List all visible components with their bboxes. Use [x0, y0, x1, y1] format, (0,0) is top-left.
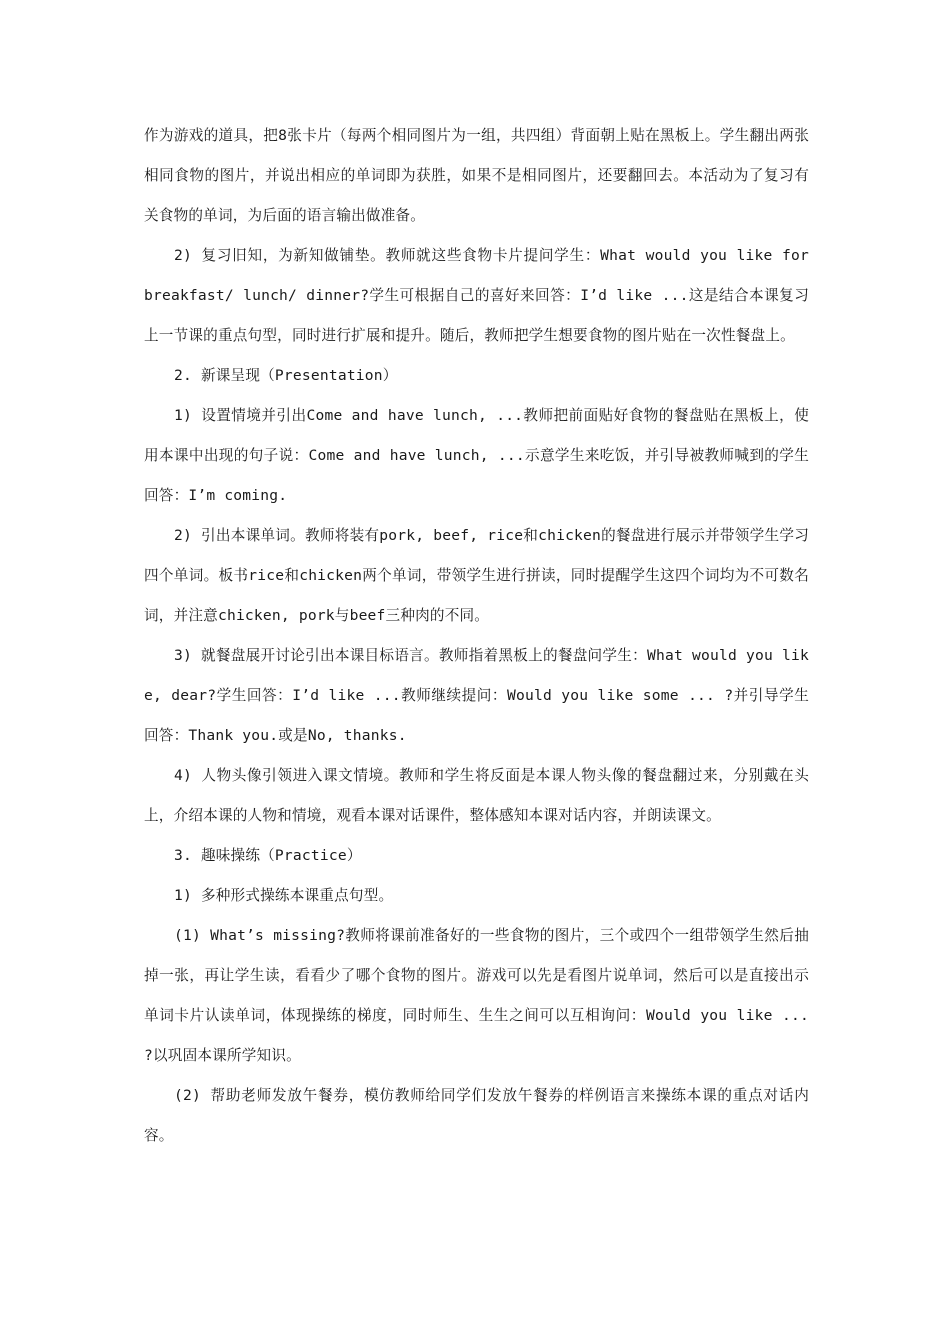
section-heading-practice: 3. 趣味操练（Practice） — [174, 847, 362, 864]
paragraph-practice-item-1: (1) What’s missing?教师将课前准备好的一些食物的图片，三个或四个一组带领学生然后抽掉一张，再让学生读，看看少了哪个食物的图片。游戏可以先是看图片说单词，然后可以是直接出示单词卡片认读单词，体现操练的梯度，同时师生、生生之间可以互相询问：Would you like ... ?以巩固本课所学知识。 — [144, 927, 809, 1064]
paragraph-practice-step-1: 1) 多种形式操练本课重点句型。 — [174, 887, 394, 904]
paragraph-presentation-step-2: 2) 引出本课单词。教师将装有pork, beef, rice和chicken的餐盘进行展示并带领学生学习四个单词。板书rice和chicken两个单词，带领学生进行拼读，同时提醒学生这四个词均为不可数名词，并注意chicken, pork与beef三种肉的不同。 — [144, 527, 809, 624]
document-body — [144, 116, 809, 1156]
paragraph-practice-item-2: (2) 帮助老师发放午餐券，模仿教师给同学们发放午餐券的样例语言来操练本课的重点对话内容。 — [144, 1087, 809, 1144]
paragraph-presentation-step-3: 3) 就餐盘展开讨论引出本课目标语言。教师指着黑板上的餐盘问学生：What would you like, dear?学生回答：I’d like ...教师继续提问：Would you like some ... ?并引导学生回答：Thank you.或是No, thanks. — [144, 647, 809, 744]
paragraph-game-props: 作为游戏的道具，把8张卡片（每两个相同图片为一组，共四组）背面朝上贴在黑板上。学生翻出两张相同食物的图片，并说出相应的单词即为获胜，如果不是相同图片，还要翻回去。本活动为了复习有关食物的单词，为后面的语言输出做准备。 — [144, 127, 809, 224]
paragraph-presentation-step-1: 1) 设置情境并引出Come and have lunch, ...教师把前面贴好食物的餐盘贴在黑板上，使用本课中出现的句子说：Come and have lunch, ...示意学生来吃饭，并引导被教师喊到的学生回答：I’m coming. — [144, 407, 809, 504]
paragraph-presentation-step-4: 4) 人物头像引领进入课文情境。教师和学生将反面是本课人物头像的餐盘翻过来，分别戴在头上，介绍本课的人物和情境，观看本课对话课件，整体感知本课对话内容，并朗读课文。 — [144, 767, 809, 824]
paragraph-review-step: 2) 复习旧知，为新知做铺垫。教师就这些食物卡片提问学生：What would you like for breakfast/ lunch/ dinner?学生可根据自己的喜好来回答：I’d like ...这是结合本课复习上一节课的重点句型，同时进行扩展和提升。随后，教师把学生想要食物的图片贴在一次性餐盘上。 — [144, 247, 809, 344]
section-heading-presentation: 2. 新课呈现（Presentation） — [174, 367, 398, 384]
